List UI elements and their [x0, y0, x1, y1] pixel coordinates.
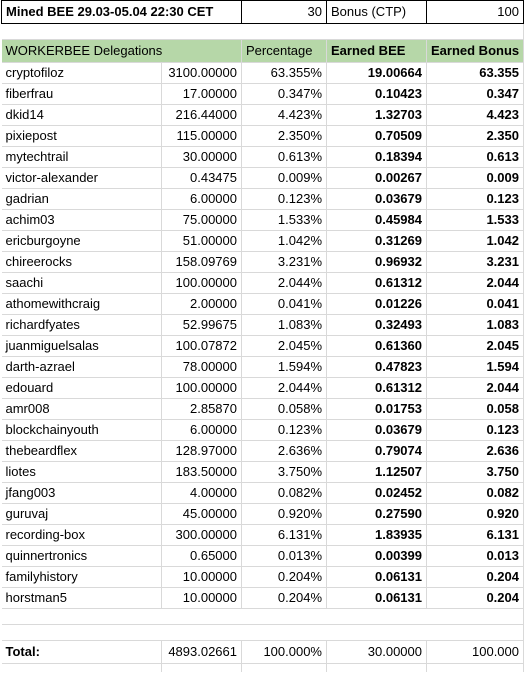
earned-bonus-cell[interactable]: 0.920: [427, 504, 524, 525]
table-row: [2, 567, 524, 588]
delegator-name-cell[interactable]: cryptofiloz: [2, 63, 162, 84]
empty-cell[interactable]: [427, 625, 524, 641]
mined-label[interactable]: Mined BEE 29.03-05.04 22:30 CET: [2, 1, 242, 24]
earned-bee-cell[interactable]: 0.45984: [327, 210, 427, 231]
percentage-cell[interactable]: 0.204%: [242, 567, 327, 588]
delegation-amount-cell[interactable]: 100.00000: [162, 378, 242, 399]
earned-bonus-cell[interactable]: 0.123: [427, 189, 524, 210]
empty-cell[interactable]: [242, 664, 327, 673]
table-row: [2, 252, 524, 273]
earned-bonus-cell[interactable]: 2.636: [427, 441, 524, 462]
delegation-amount-cell[interactable]: 10.00000: [162, 567, 242, 588]
table-row: [2, 357, 524, 378]
delegation-amount-cell[interactable]: 216.44000: [162, 105, 242, 126]
earned-bee-cell[interactable]: 0.00399: [327, 546, 427, 567]
delegation-amount-cell[interactable]: 52.99675: [162, 315, 242, 336]
delegation-amount-cell[interactable]: 17.00000: [162, 84, 242, 105]
earned-bee-cell[interactable]: 0.31269: [327, 231, 427, 252]
delegator-name-cell[interactable]: pixiepost: [2, 126, 162, 147]
empty-row: [2, 625, 524, 641]
delegation-amount-cell[interactable]: 75.00000: [162, 210, 242, 231]
percentage-cell[interactable]: 0.613%: [242, 147, 327, 168]
percentage-cell[interactable]: 2.044%: [242, 378, 327, 399]
table-row: [2, 105, 524, 126]
total-row: [2, 641, 524, 664]
earned-bee-cell[interactable]: 0.06131: [327, 567, 427, 588]
table-row: [2, 210, 524, 231]
earned-bonus-cell[interactable]: 1.042: [427, 231, 524, 252]
delegation-amount-cell[interactable]: 2.85870: [162, 399, 242, 420]
percentage-cell[interactable]: 1.042%: [242, 231, 327, 252]
delegation-amount-cell[interactable]: 4.00000: [162, 483, 242, 504]
empty-cell[interactable]: [162, 625, 242, 641]
delegation-amount-cell[interactable]: 30.00000: [162, 147, 242, 168]
earned-bee-cell[interactable]: 0.47823: [327, 357, 427, 378]
table-row: [2, 504, 524, 525]
percentage-cell[interactable]: 0.082%: [242, 483, 327, 504]
delegator-name-cell[interactable]: richardfyates: [2, 315, 162, 336]
earned-bonus-cell[interactable]: 0.613: [427, 147, 524, 168]
earned-bee-cell[interactable]: 0.32493: [327, 315, 427, 336]
table-row: [2, 441, 524, 462]
earned-bee-cell[interactable]: 0.18394: [327, 147, 427, 168]
earned-bonus-cell[interactable]: 0.082: [427, 483, 524, 504]
percentage-cell[interactable]: 1.083%: [242, 315, 327, 336]
earned-bonus-cell[interactable]: 0.347: [427, 84, 524, 105]
delegator-name-cell[interactable]: achim03: [2, 210, 162, 231]
delegator-name-cell[interactable]: athomewithcraig: [2, 294, 162, 315]
earned-bonus-cell[interactable]: 0.058: [427, 399, 524, 420]
delegation-amount-cell[interactable]: 3100.00000: [162, 63, 242, 84]
percentage-cell[interactable]: 0.013%: [242, 546, 327, 567]
empty-cell[interactable]: [427, 24, 524, 40]
empty-cell[interactable]: [162, 664, 242, 673]
earned-bee-cell[interactable]: 1.32703: [327, 105, 427, 126]
empty-cell[interactable]: [427, 664, 524, 673]
total-delegation[interactable]: 4893.02661: [162, 641, 242, 664]
table-row: [2, 336, 524, 357]
percentage-cell[interactable]: 0.920%: [242, 504, 327, 525]
delegation-amount-cell[interactable]: 45.00000: [162, 504, 242, 525]
earned-bonus-cell[interactable]: 0.123: [427, 420, 524, 441]
earned-bonus-cell[interactable]: 2.350: [427, 126, 524, 147]
delegator-name-cell[interactable]: edouard: [2, 378, 162, 399]
earned-bonus-cell[interactable]: 0.204: [427, 588, 524, 609]
earned-bonus-cell[interactable]: 2.045: [427, 336, 524, 357]
empty-cell[interactable]: [242, 625, 327, 641]
table-row: [2, 168, 524, 189]
delegation-amount-cell[interactable]: 100.07872: [162, 336, 242, 357]
delegation-amount-cell[interactable]: 115.00000: [162, 126, 242, 147]
delegator-name-cell[interactable]: horstman5: [2, 588, 162, 609]
percentage-cell[interactable]: 6.131%: [242, 525, 327, 546]
percentage-cell[interactable]: 1.533%: [242, 210, 327, 231]
delegation-amount-cell[interactable]: 300.00000: [162, 525, 242, 546]
percentage-cell[interactable]: 63.355%: [242, 63, 327, 84]
delegator-name-cell[interactable]: dkid14: [2, 105, 162, 126]
earned-bee-cell[interactable]: 0.01226: [327, 294, 427, 315]
delegator-name-cell[interactable]: familyhistory: [2, 567, 162, 588]
percentage-cell[interactable]: 0.009%: [242, 168, 327, 189]
delegator-name-cell[interactable]: liotes: [2, 462, 162, 483]
header-earned-bee[interactable]: Earned BEE: [327, 40, 427, 63]
empty-cell[interactable]: [327, 625, 427, 641]
earned-bee-cell[interactable]: 0.01753: [327, 399, 427, 420]
earned-bee-cell[interactable]: 0.96932: [327, 252, 427, 273]
percentage-cell[interactable]: 0.058%: [242, 399, 327, 420]
table-row: [2, 315, 524, 336]
delegation-sheet: [1, 0, 524, 672]
empty-cell[interactable]: [2, 625, 162, 641]
delegator-name-cell[interactable]: thebeardflex: [2, 441, 162, 462]
percentage-cell[interactable]: 0.123%: [242, 189, 327, 210]
empty-cell[interactable]: [327, 609, 427, 625]
table-row: [2, 588, 524, 609]
total-label[interactable]: Total:: [2, 641, 162, 664]
header-delegations[interactable]: WORKERBEE Delegations: [2, 40, 242, 63]
percentage-cell[interactable]: 4.423%: [242, 105, 327, 126]
table-row: [2, 126, 524, 147]
earned-bee-cell[interactable]: 0.06131: [327, 588, 427, 609]
delegator-name-cell[interactable]: fiberfrau: [2, 84, 162, 105]
earned-bee-cell[interactable]: 0.02452: [327, 483, 427, 504]
earned-bonus-cell[interactable]: 0.041: [427, 294, 524, 315]
earned-bonus-cell[interactable]: 0.204: [427, 567, 524, 588]
spacer-row: [2, 24, 524, 40]
percentage-cell[interactable]: 3.750%: [242, 462, 327, 483]
delegator-name-cell[interactable]: blockchainyouth: [2, 420, 162, 441]
table-row: [2, 378, 524, 399]
empty-cell[interactable]: [327, 24, 427, 40]
total-earned-bonus[interactable]: 100.000: [427, 641, 524, 664]
delegator-name-cell[interactable]: jfang003: [2, 483, 162, 504]
bonus-value[interactable]: 100: [427, 1, 524, 24]
total-percentage[interactable]: 100.000%: [242, 641, 327, 664]
earned-bee-cell[interactable]: 0.03679: [327, 189, 427, 210]
table-row: [2, 483, 524, 504]
earned-bonus-cell[interactable]: 0.013: [427, 546, 524, 567]
delegator-name-cell[interactable]: amr008: [2, 399, 162, 420]
empty-cell[interactable]: [242, 24, 327, 40]
empty-cell[interactable]: [162, 609, 242, 625]
delegator-name-cell[interactable]: chireerocks: [2, 252, 162, 273]
percentage-cell[interactable]: 2.636%: [242, 441, 327, 462]
earned-bonus-cell[interactable]: 1.083: [427, 315, 524, 336]
empty-cell[interactable]: [2, 24, 162, 40]
earned-bonus-cell[interactable]: 4.423: [427, 105, 524, 126]
delegation-amount-cell[interactable]: 51.00000: [162, 231, 242, 252]
delegator-name-cell[interactable]: darth-azrael: [2, 357, 162, 378]
earned-bee-cell[interactable]: 0.00267: [327, 168, 427, 189]
column-header-row: [2, 40, 524, 63]
table-row: [2, 399, 524, 420]
empty-cell[interactable]: [427, 609, 524, 625]
earned-bee-cell[interactable]: 0.10423: [327, 84, 427, 105]
earned-bee-cell[interactable]: 0.03679: [327, 420, 427, 441]
table-row: [2, 294, 524, 315]
earned-bonus-cell[interactable]: 3.750: [427, 462, 524, 483]
percentage-cell[interactable]: 0.041%: [242, 294, 327, 315]
mined-header-row: [2, 1, 524, 24]
earned-bee-cell[interactable]: 0.61312: [327, 378, 427, 399]
percentage-cell[interactable]: 1.594%: [242, 357, 327, 378]
earned-bonus-cell[interactable]: 1.533: [427, 210, 524, 231]
percentage-cell[interactable]: 2.045%: [242, 336, 327, 357]
earned-bee-cell[interactable]: 0.61312: [327, 273, 427, 294]
empty-row: [2, 609, 524, 625]
table-row: [2, 462, 524, 483]
table-row: [2, 525, 524, 546]
header-percentage[interactable]: Percentage: [242, 40, 327, 63]
table-row: [2, 189, 524, 210]
earned-bee-cell[interactable]: 0.70509: [327, 126, 427, 147]
delegator-name-cell[interactable]: guruvaj: [2, 504, 162, 525]
percentage-cell[interactable]: 0.347%: [242, 84, 327, 105]
earned-bonus-cell[interactable]: 63.355: [427, 63, 524, 84]
empty-cell[interactable]: [242, 609, 327, 625]
table-row: [2, 84, 524, 105]
earned-bonus-cell[interactable]: 2.044: [427, 273, 524, 294]
earned-bonus-cell[interactable]: 1.594: [427, 357, 524, 378]
percentage-cell[interactable]: 0.123%: [242, 420, 327, 441]
delegation-amount-cell[interactable]: 2.00000: [162, 294, 242, 315]
empty-row: [2, 664, 524, 673]
earned-bee-cell[interactable]: 0.61360: [327, 336, 427, 357]
earned-bonus-cell[interactable]: 6.131: [427, 525, 524, 546]
delegator-name-cell[interactable]: ericburgoyne: [2, 231, 162, 252]
delegator-name-cell[interactable]: quinnertronics: [2, 546, 162, 567]
earned-bee-cell[interactable]: 1.12507: [327, 462, 427, 483]
earned-bonus-cell[interactable]: 3.231: [427, 252, 524, 273]
delegator-name-cell[interactable]: victor-alexander: [2, 168, 162, 189]
delegation-amount-cell[interactable]: 0.43475: [162, 168, 242, 189]
delegator-name-cell[interactable]: saachi: [2, 273, 162, 294]
percentage-cell[interactable]: 3.231%: [242, 252, 327, 273]
table-row: [2, 231, 524, 252]
delegation-amount-cell[interactable]: 183.50000: [162, 462, 242, 483]
total-earned-bee[interactable]: 30.00000: [327, 641, 427, 664]
earned-bonus-cell[interactable]: 0.009: [427, 168, 524, 189]
empty-cell[interactable]: [2, 609, 162, 625]
mined-value[interactable]: 30: [242, 1, 327, 24]
empty-cell[interactable]: [162, 24, 242, 40]
percentage-cell[interactable]: 2.044%: [242, 273, 327, 294]
delegator-name-cell[interactable]: recording-box: [2, 525, 162, 546]
bonus-label[interactable]: Bonus (CTP): [327, 1, 427, 24]
earned-bee-cell[interactable]: 19.00664: [327, 63, 427, 84]
delegation-amount-cell[interactable]: 158.09769: [162, 252, 242, 273]
table-row: [2, 546, 524, 567]
earned-bonus-cell[interactable]: 2.044: [427, 378, 524, 399]
earned-bee-cell[interactable]: 0.79074: [327, 441, 427, 462]
percentage-cell[interactable]: 2.350%: [242, 126, 327, 147]
empty-cell[interactable]: [327, 664, 427, 673]
delegation-amount-cell[interactable]: 78.00000: [162, 357, 242, 378]
delegation-amount-cell[interactable]: 128.97000: [162, 441, 242, 462]
earned-bee-cell[interactable]: 0.27590: [327, 504, 427, 525]
delegator-name-cell[interactable]: gadrian: [2, 189, 162, 210]
delegation-amount-cell[interactable]: 6.00000: [162, 420, 242, 441]
delegation-amount-cell[interactable]: 100.00000: [162, 273, 242, 294]
earned-bee-cell[interactable]: 1.83935: [327, 525, 427, 546]
header-earned-bonus[interactable]: Earned Bonus: [427, 40, 524, 63]
delegation-amount-cell[interactable]: 0.65000: [162, 546, 242, 567]
percentage-cell[interactable]: 0.204%: [242, 588, 327, 609]
delegator-name-cell[interactable]: juanmiguelsalas: [2, 336, 162, 357]
table-row: [2, 273, 524, 294]
empty-cell[interactable]: [2, 664, 162, 673]
table-row: [2, 420, 524, 441]
table-row: [2, 63, 524, 84]
delegation-amount-cell[interactable]: 6.00000: [162, 189, 242, 210]
delegator-name-cell[interactable]: mytechtrail: [2, 147, 162, 168]
table-row: [2, 147, 524, 168]
delegation-amount-cell[interactable]: 10.00000: [162, 588, 242, 609]
